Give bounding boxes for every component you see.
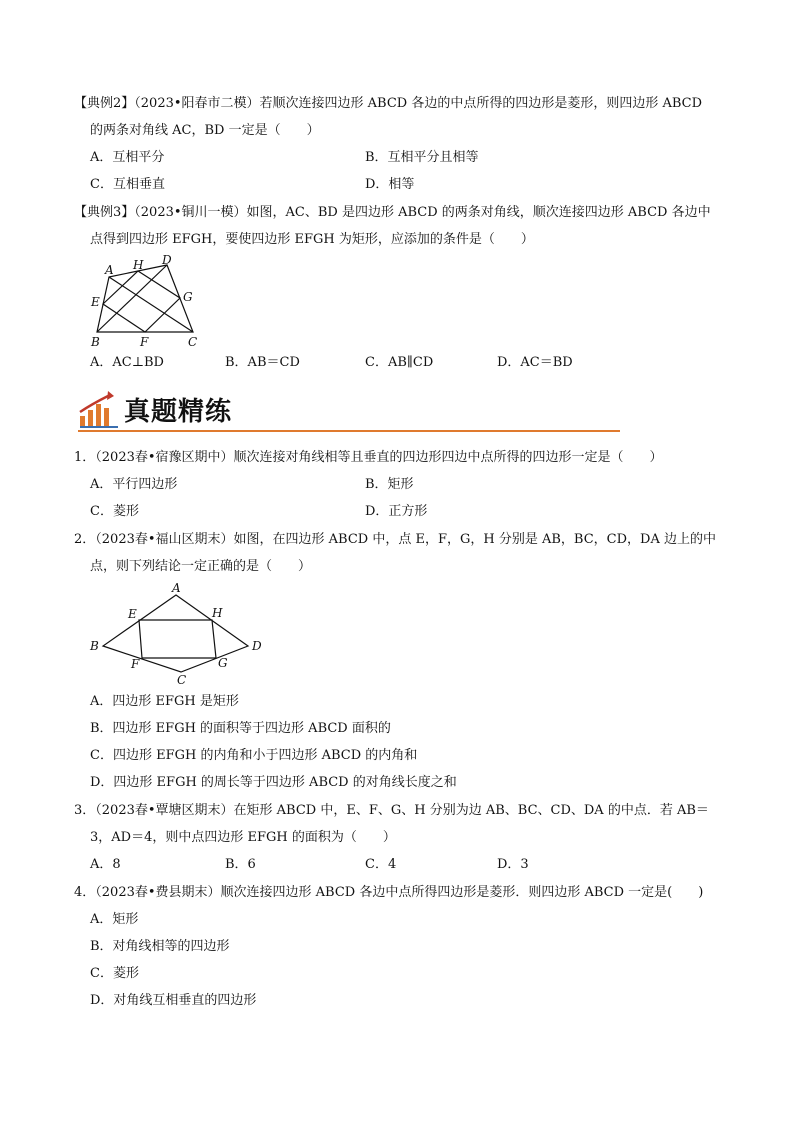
label-e: E — [128, 607, 137, 621]
example3-option-b[interactable]: B．AB＝CD — [225, 355, 300, 370]
q2-stem-line2: 点，则下列结论一定正确的是（ ） — [90, 559, 312, 574]
label-a: A — [105, 263, 114, 277]
example3-option-c[interactable]: C．AB∥CD — [365, 355, 434, 370]
label-d: D — [162, 255, 172, 267]
label-e: E — [91, 295, 100, 309]
q2-option-b[interactable]: B．四边形 EFGH 的面积等于四边形 ABCD 面积的 — [90, 721, 391, 736]
example2-option-c[interactable]: C．互相垂直 — [90, 177, 165, 192]
q2-figure — [85, 580, 275, 690]
label-b: B — [90, 639, 99, 653]
q1-option-c[interactable]: C．菱形 — [90, 504, 139, 519]
q2-option-d[interactable]: D．四边形 EFGH 的周长等于四边形 ABCD 的对角线长度之和 — [90, 775, 457, 790]
label-d: D — [252, 639, 262, 653]
example2-option-d[interactable]: D．相等 — [365, 177, 415, 192]
quadrilateral-efgh — [139, 620, 216, 658]
q1-option-b[interactable]: B．矩形 — [365, 477, 414, 492]
q4-option-a[interactable]: A．矩形 — [90, 912, 139, 927]
label-b: B — [91, 335, 100, 349]
label-g: G — [183, 290, 193, 304]
label-f: F — [131, 657, 140, 671]
label-h: H — [212, 606, 223, 620]
section-divider — [78, 430, 620, 432]
q1-stem: 1．（2023春•宿豫区期中）顺次连接对角线相等且垂直的四边形四边中点所得的四边形一定是（ ） — [74, 450, 663, 465]
label-g: G — [218, 656, 228, 670]
label-c: C — [177, 673, 187, 687]
q1-option-d[interactable]: D．正方形 — [365, 504, 428, 519]
q3-stem-line1: 3．（2023春•覃塘区期末）在矩形 ABCD 中，E、F、G、H 分别为边 AB、BC、CD、DA 的中点．若 AB＝ — [74, 803, 709, 818]
example3-stem-line2: 点得到四边形 EFGH，要使四边形 EFGH 为矩形，应添加的条件是（ ） — [90, 232, 534, 247]
q4-option-d[interactable]: D．对角线互相垂直的四边形 — [90, 993, 257, 1008]
q2-option-c[interactable]: C．四边形 EFGH 的内角和小于四边形 ABCD 的内角和 — [90, 748, 418, 763]
q3-option-c[interactable]: C．4 — [365, 857, 397, 872]
example2-stem-line2: 的两条对角线 AC，BD 一定是（ ） — [90, 123, 320, 138]
chart-trend-icon — [78, 390, 122, 430]
example2-option-b[interactable]: B．互相平分且相等 — [365, 150, 479, 165]
q4-option-b[interactable]: B．对角线相等的四边形 — [90, 939, 230, 954]
example3-option-d[interactable]: D．AC＝BD — [497, 355, 573, 370]
q3-option-d[interactable]: D．3 — [497, 857, 529, 872]
example2-stem-line1: 【典例2】（2023•阳春市二模）若顺次连接四边形 ABCD 各边的中点所得的四边形是菱形，则四边形 ABCD — [74, 96, 703, 111]
example2-option-a[interactable]: A．互相平分 — [90, 150, 165, 165]
q3-stem-line2: 3，AD＝4，则中点四边形 EFGH 的面积为（ ） — [90, 830, 396, 845]
example3-stem-line1: 【典例3】（2023•铜川一模）如图，AC、BD 是四边形 ABCD 的两条对角线，顺次连接四边形 ABCD 各边中 — [74, 205, 711, 220]
q3-option-a[interactable]: A．8 — [90, 857, 121, 872]
q1-option-a[interactable]: A．平行四边形 — [90, 477, 178, 492]
label-c: C — [188, 335, 198, 349]
q4-option-c[interactable]: C．菱形 — [90, 966, 139, 981]
q4-stem: 4．（2023春•费县期末）顺次连接四边形 ABCD 各边中点所得四边形是菱形．则四边形 ABCD 一定是( ) — [74, 885, 704, 900]
diagonal-ac — [109, 277, 193, 332]
example3-option-a[interactable]: A．AC⊥BD — [90, 355, 164, 370]
label-a: A — [172, 581, 181, 595]
label-h: H — [133, 258, 144, 272]
section-title: 真题精练 — [124, 397, 233, 427]
label-f: F — [140, 335, 149, 349]
q3-option-b[interactable]: B．6 — [225, 857, 256, 872]
q2-option-a[interactable]: A．四边形 EFGH 是矩形 — [90, 694, 239, 709]
q2-stem-line1: 2．（2023春•福山区期末）如图，在四边形 ABCD 中，点 E，F，G，H 分别是 AB，BC，CD，DA 边上的中 — [74, 532, 716, 547]
example3-figure — [85, 255, 215, 350]
